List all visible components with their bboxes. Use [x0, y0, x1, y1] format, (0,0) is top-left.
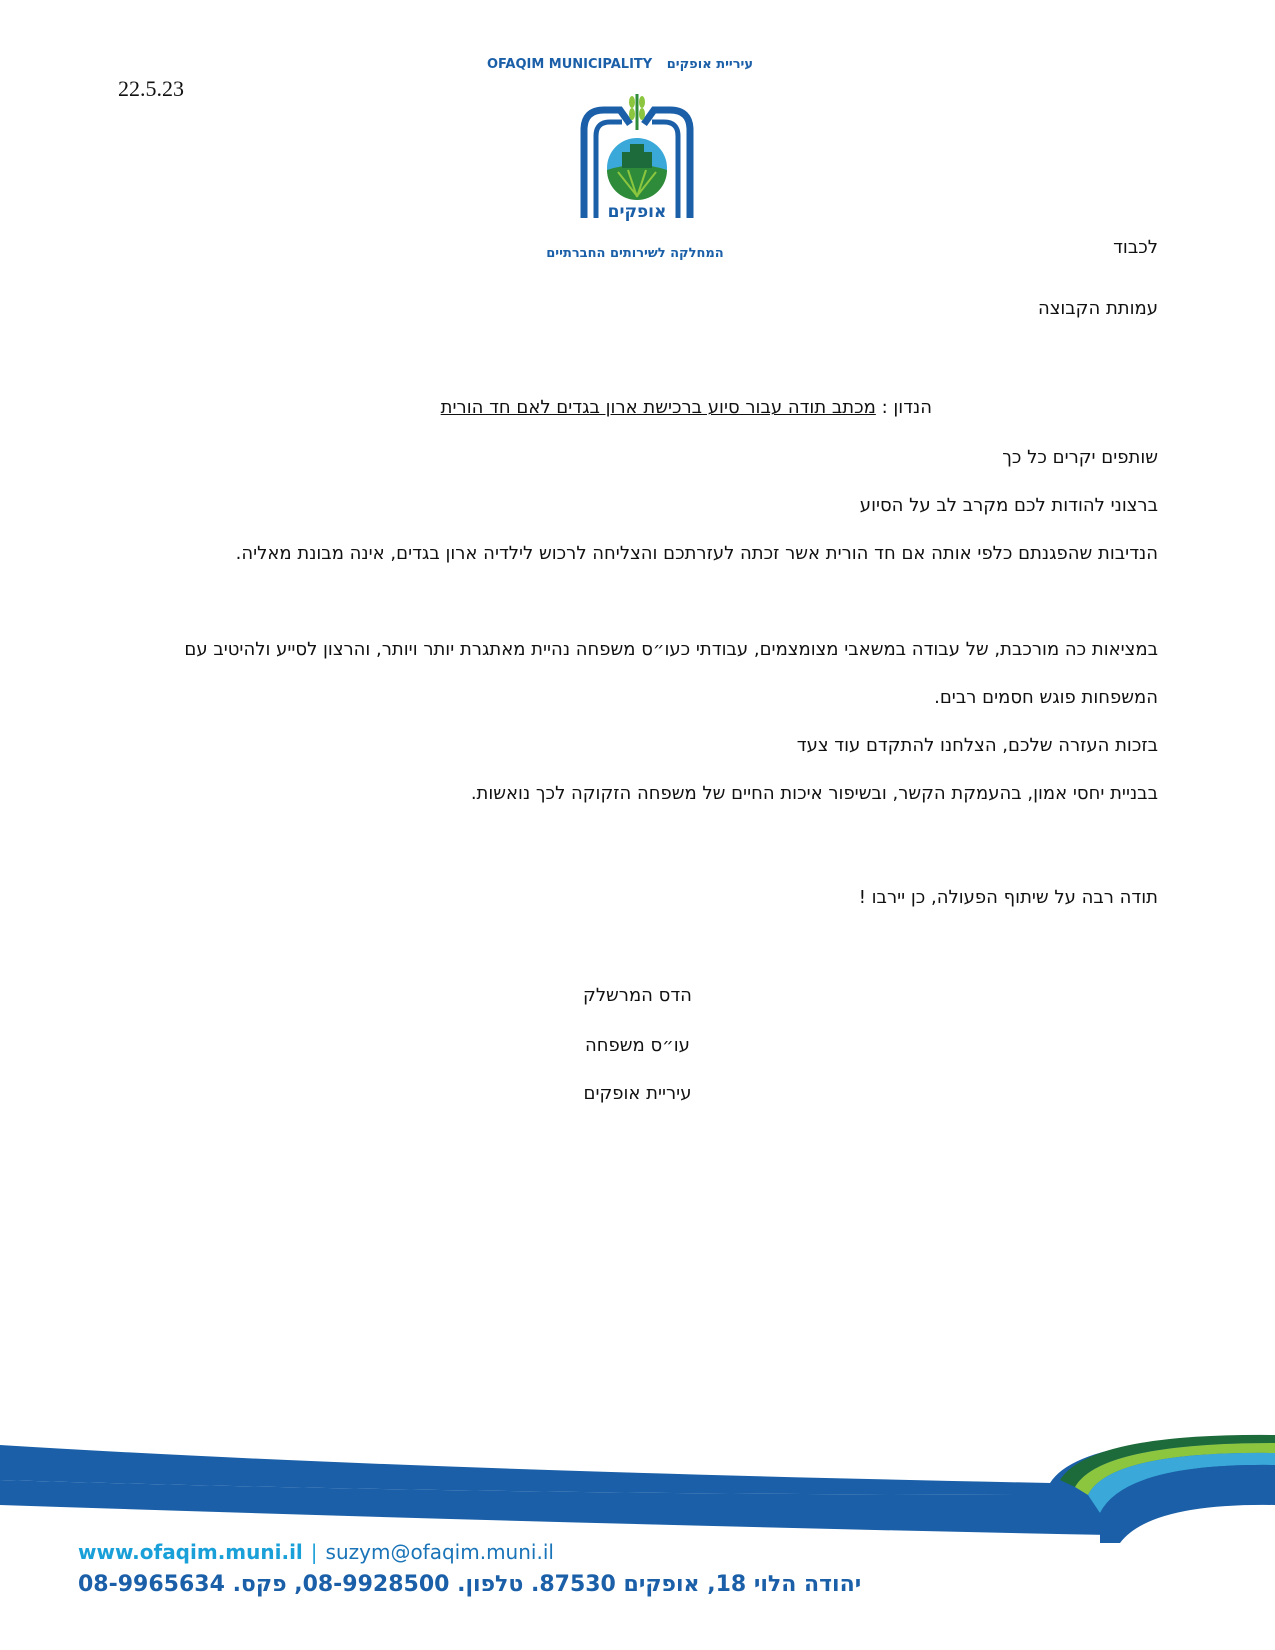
subject-line [441, 397, 932, 418]
subject-prefix: הנדון : [881, 397, 932, 418]
municipality-logo [578, 90, 696, 230]
recipient-name: עמותת הקבוצה [1037, 298, 1158, 319]
footer-address: יהודה הלוי 18, אופקים 87530. טלפון. 08-9928500, פקס. 08-9965634 [78, 1572, 862, 1597]
signature-role: עו״ס משפחה [585, 1035, 690, 1056]
signature-org: עיריית אופקים [583, 1083, 692, 1104]
email-link[interactable]: suzym@ofaqim.muni.il [325, 1540, 554, 1564]
paragraph-3: במציאות כה מורכבת, של עבודה במשאבי מצומצמים, עבודתי כעו״ס משפחה נהיית מאתגרת יותר ויותר, והרצון לסייע ולהיטיב עם המשפחות פוגש חסמים רבים. [184, 639, 1158, 708]
website-link[interactable]: www.ofaqim.muni.il [78, 1540, 303, 1564]
subject-text: מכתב תודה עבור סיוע ברכישת ארון בגדים לאם חד הורית [440, 397, 876, 418]
footer-wave-decoration [0, 1425, 1275, 1545]
greeting: שותפים יקרים כל כך [1002, 447, 1158, 468]
contact-separator: | [310, 1540, 318, 1564]
recipient-title: לכבוד [1113, 237, 1158, 258]
paragraph-1: ברצוני להודות לכם מקרב לב על הסיוע [859, 495, 1158, 516]
org-name-english: OFAQIM MUNICIPALITY [486, 57, 653, 72]
logo-text: אופקים [607, 202, 667, 222]
footer-contact-line [78, 1540, 554, 1564]
letter-date: 22.5.23 [118, 76, 184, 101]
letterhead-title [440, 57, 800, 72]
paragraph-4: בזכות העזרה שלכם, הצלחנו להתקדם עוד צעד [796, 735, 1158, 756]
department-name: המחלקה לשירותים החברתיים [546, 246, 724, 261]
paragraph-5: בבניית יחסי אמון, בהעמקת הקשר, ובשיפור איכות החיים של משפחה הזקוקה לכך נואשות. [470, 783, 1158, 804]
paragraph-2: הנדיבות שהפגנתם כלפי אותה אם חד הורית אשר זכתה לעזרתכם והצליחה לרכוש לילדיה ארון בגדים, אינה מבונת מאליה. [235, 543, 1158, 564]
org-name-hebrew: עיריית אופקים [666, 57, 754, 72]
signature-name: הדס המרשלק [583, 985, 692, 1006]
closing-line: תודה רבה על שיתוף הפעולה, כן יירבו ! [858, 887, 1158, 908]
